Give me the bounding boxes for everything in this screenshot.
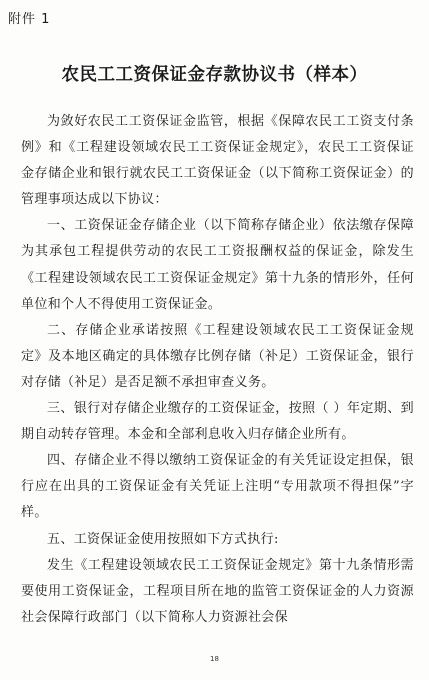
paragraph-clause-5-detail: 发生《工程建设领域农民工工资保证金规定》第十九条情形需要使用工资保证金，工程项目所在地的监管工资保证金的人力资源社会保障行政部门（以下简称人力资源社会保 (21, 557, 414, 625)
page-number: 18 (210, 655, 219, 663)
document-body (21, 109, 414, 631)
paragraph-clause-3: 三、银行对存储企业缴存的工资保证金，按照（ ）年定期、到期自动转存管理。本金和全部利息收入归存储企业所有。 (21, 401, 414, 443)
document-title: 农民工工资保证金存款协议书（样本） (61, 65, 368, 85)
paragraph-clause-4: 四、存储企业不得以缴纳工资保证金的有关凭证设定担保，银行应在出具的工资保证金有关凭证上注明“专用款项不得担保”字样。 (21, 453, 414, 521)
paragraph-clause-1: 一、工资保证金存储企业（以下简称存储企业）依法缴存保障为其承包工程提供劳动的农民工工资报酬权益的保证金，除发生《工程建设领域农民工工资保证金规定》第十九条的情形外，任何单位和个人不得使用工资保证金。 (21, 218, 414, 312)
paragraph-clause-2: 二、存储企业承诺按照《工程建设领域农民工工资保证金规定》及本地区确定的具体缴存比例存储（补足）工资保证金，银行对存储（补足）是否足额不承担审查义务。 (21, 322, 414, 390)
paragraph-intro: 为敛好农民工工资保证金监管，根据《保障农民工工资支付条例》和《工程建设领域农民工工资保证金规定》，农民工工资保证金存储企业和银行就农民工工资保证金（以下简称工资保证金）的管理事项达成以下协议： (21, 114, 414, 208)
attachment-label: 附件 1 (8, 12, 51, 27)
paragraph-clause-5: 五、工资保证金使用按照如下方式执行: (47, 531, 279, 547)
